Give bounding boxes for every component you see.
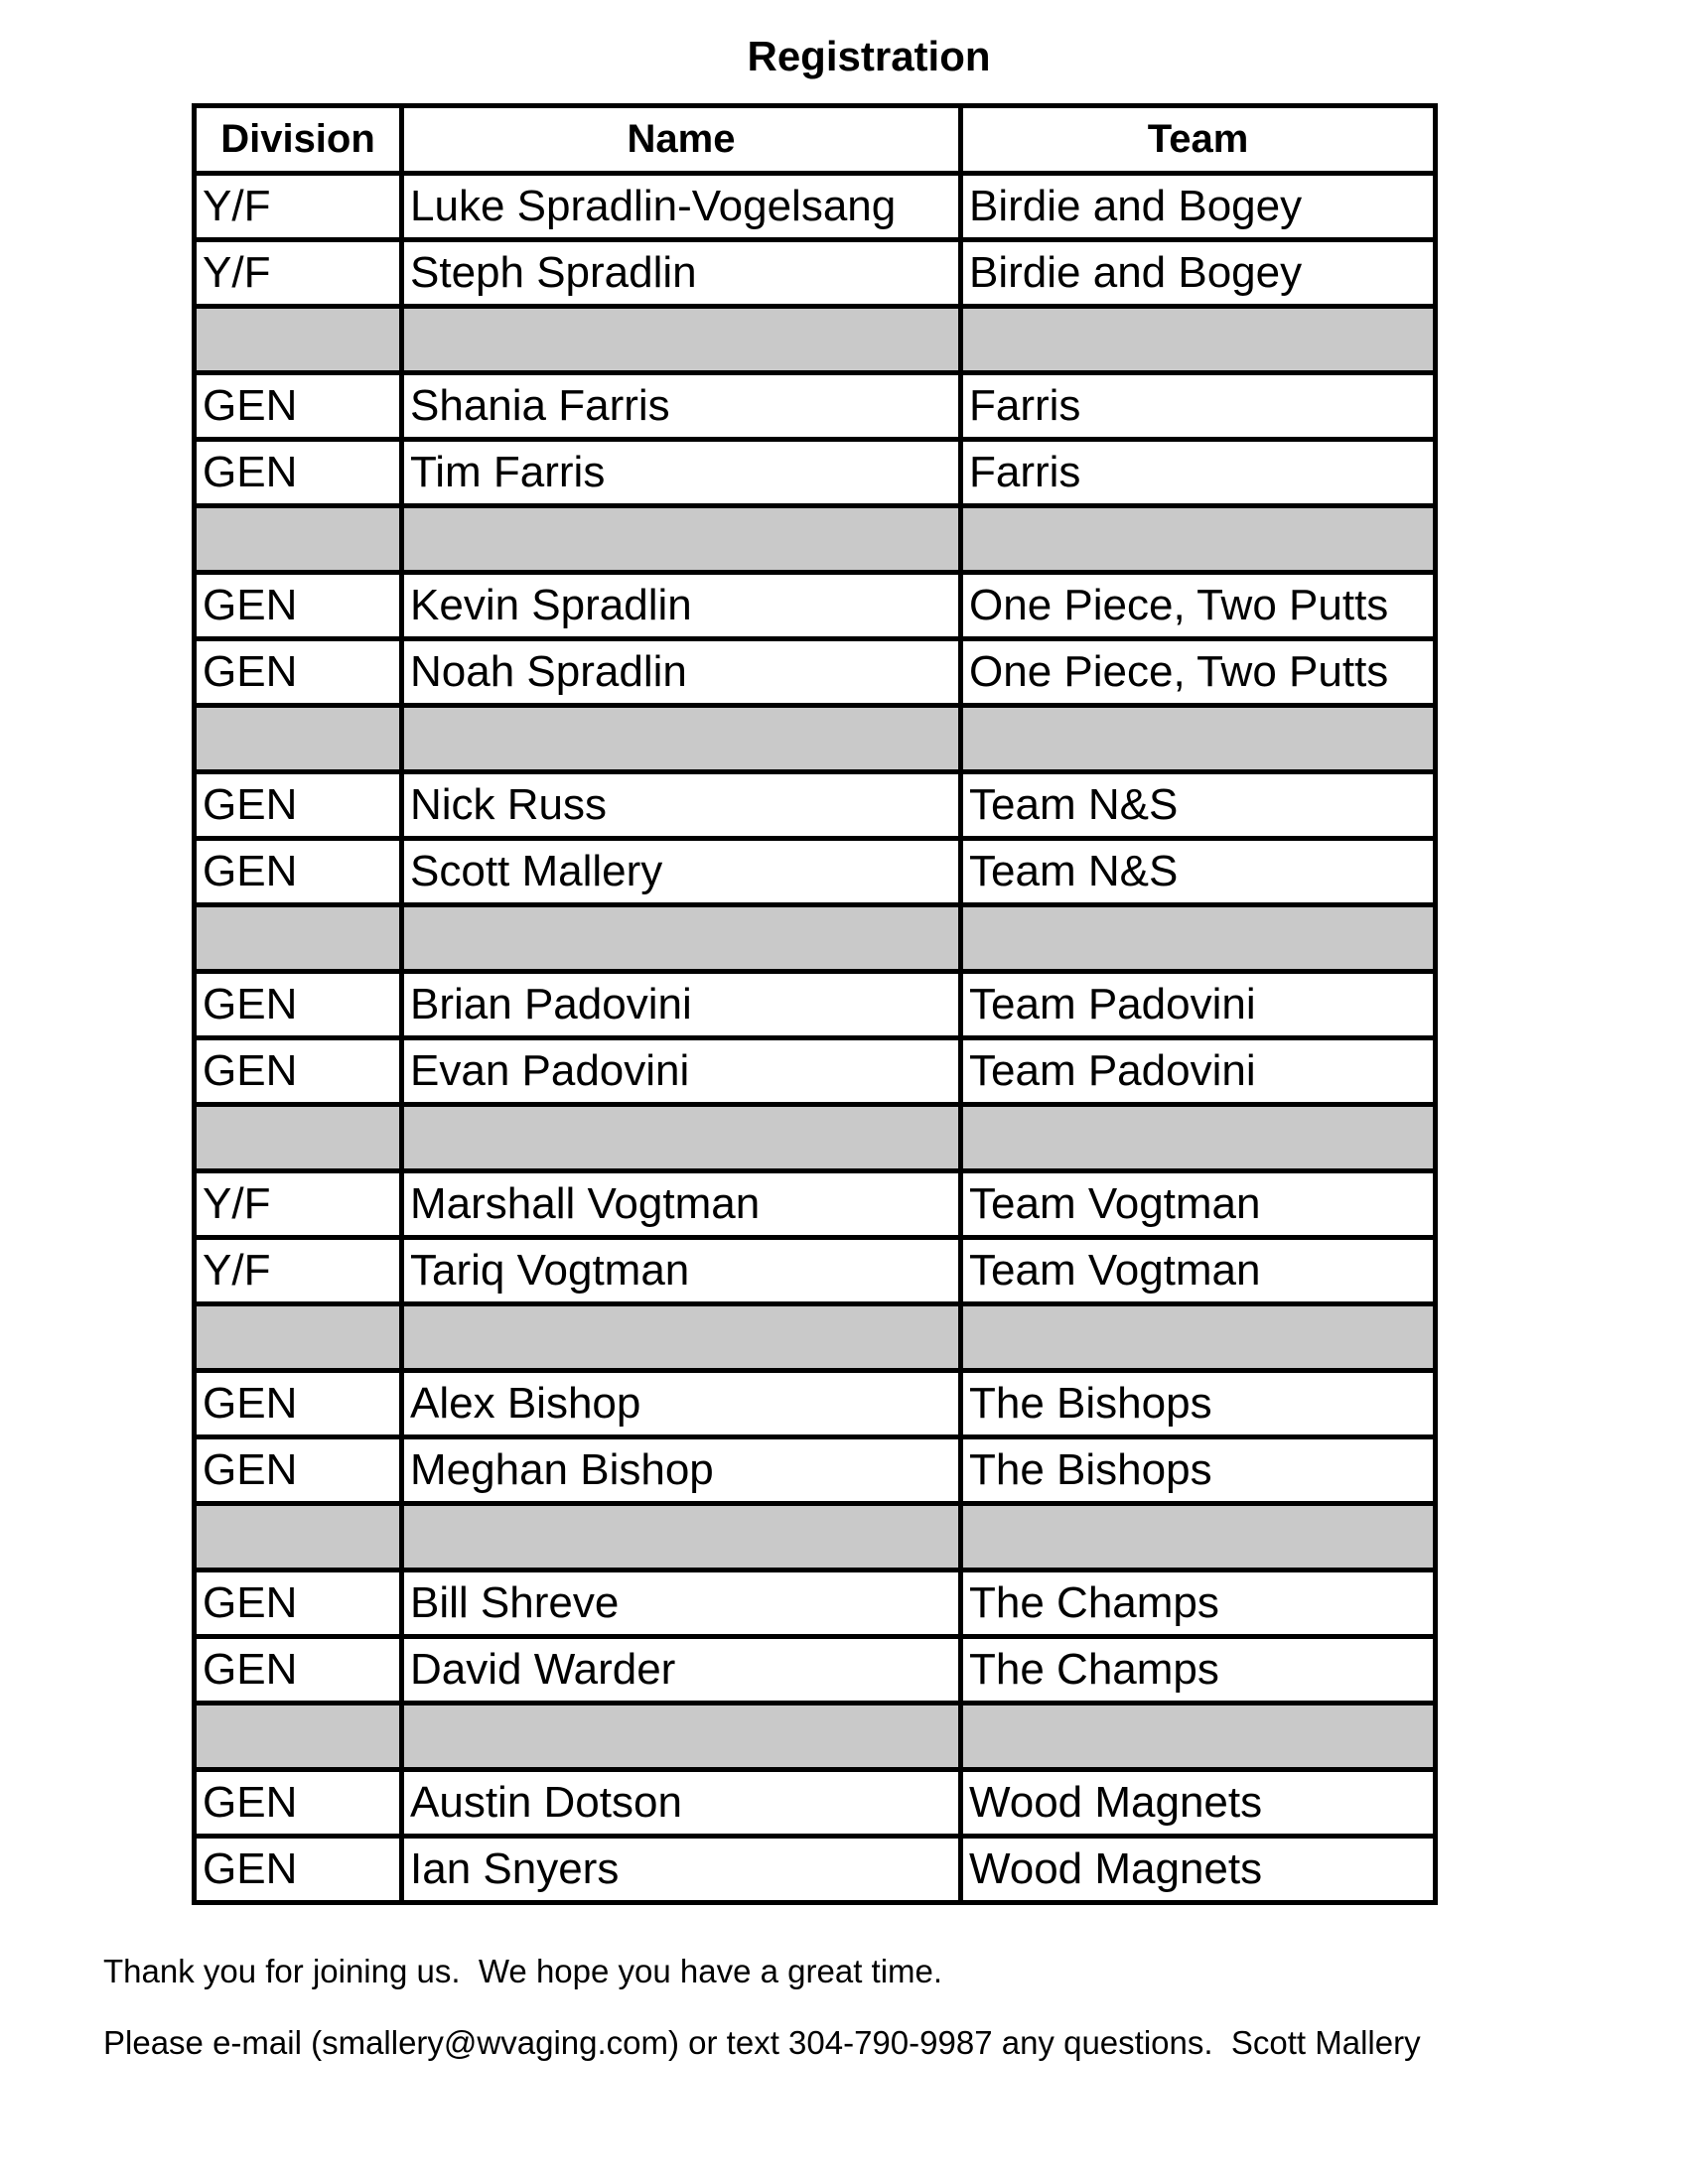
separator-cell (961, 905, 1436, 972)
separator-row (195, 1704, 1436, 1770)
division-cell: Y/F (195, 240, 402, 307)
division-cell: GEN (195, 972, 402, 1038)
name-cell: Tim Farris (402, 440, 961, 506)
division-cell: Y/F (195, 1171, 402, 1238)
team-cell: Team Vogtman (961, 1171, 1436, 1238)
footer-thanks-text: Thank you for joining us. We hope you have a great time. (103, 1953, 943, 1989)
table-row (195, 1437, 1436, 1504)
table-row (195, 1837, 1436, 1903)
name-cell: Brian Padovini (402, 972, 961, 1038)
name-cell: Luke Spradlin-Vogelsang (402, 174, 961, 240)
separator-cell (402, 1704, 961, 1770)
team-cell: The Bishops (961, 1371, 1436, 1437)
division-cell: GEN (195, 440, 402, 506)
table-row (195, 1637, 1436, 1704)
separator-cell (402, 1105, 961, 1171)
team-cell: The Champs (961, 1637, 1436, 1704)
header-row (195, 106, 1436, 174)
division-cell: GEN (195, 772, 402, 839)
header-division: Division (195, 106, 402, 174)
separator-row (195, 1504, 1436, 1570)
table-row (195, 1238, 1436, 1304)
separator-cell (402, 307, 961, 373)
name-cell: Bill Shreve (402, 1570, 961, 1637)
team-cell: Birdie and Bogey (961, 174, 1436, 240)
separator-cell (195, 1105, 402, 1171)
division-cell: GEN (195, 1570, 402, 1637)
division-cell: GEN (195, 373, 402, 440)
separator-cell (195, 307, 402, 373)
separator-cell (195, 1504, 402, 1570)
name-cell: Kevin Spradlin (402, 573, 961, 639)
name-cell: Nick Russ (402, 772, 961, 839)
table-row (195, 1770, 1436, 1837)
division-cell: GEN (195, 573, 402, 639)
table-row (195, 174, 1436, 240)
division-cell: Y/F (195, 174, 402, 240)
team-cell: Farris (961, 373, 1436, 440)
separator-cell (961, 1704, 1436, 1770)
table-row (195, 772, 1436, 839)
division-cell: GEN (195, 639, 402, 706)
table-row (195, 1038, 1436, 1105)
separator-cell (402, 1304, 961, 1371)
division-cell: GEN (195, 1837, 402, 1903)
separator-cell (961, 307, 1436, 373)
name-cell: Evan Padovini (402, 1038, 961, 1105)
separator-cell (961, 1504, 1436, 1570)
separator-row (195, 1105, 1436, 1171)
team-cell: Team N&S (961, 772, 1436, 839)
separator-cell (961, 706, 1436, 772)
separator-cell (961, 1105, 1436, 1171)
separator-cell (195, 1304, 402, 1371)
division-cell: GEN (195, 1770, 402, 1837)
name-cell: Ian Snyers (402, 1837, 961, 1903)
table-row (195, 639, 1436, 706)
separator-row (195, 307, 1436, 373)
division-cell: GEN (195, 1371, 402, 1437)
table-row (195, 1371, 1436, 1437)
team-cell: One Piece, Two Putts (961, 573, 1436, 639)
separator-cell (402, 706, 961, 772)
name-cell: Austin Dotson (402, 1770, 961, 1837)
team-cell: Wood Magnets (961, 1837, 1436, 1903)
name-cell: Alex Bishop (402, 1371, 961, 1437)
team-cell: The Bishops (961, 1437, 1436, 1504)
table-header (195, 106, 1436, 174)
team-cell: The Champs (961, 1570, 1436, 1637)
table-row (195, 1570, 1436, 1637)
separator-cell (195, 905, 402, 972)
team-cell: One Piece, Two Putts (961, 639, 1436, 706)
name-cell: Scott Mallery (402, 839, 961, 905)
table-row (195, 240, 1436, 307)
separator-cell (402, 1504, 961, 1570)
table-row (195, 373, 1436, 440)
separator-cell (961, 1304, 1436, 1371)
name-cell: Tariq Vogtman (402, 1238, 961, 1304)
name-cell: David Warder (402, 1637, 961, 1704)
name-cell: Noah Spradlin (402, 639, 961, 706)
separator-cell (402, 905, 961, 972)
division-cell: Y/F (195, 1238, 402, 1304)
separator-cell (195, 706, 402, 772)
page-title: Registration (747, 33, 991, 79)
table-row (195, 839, 1436, 905)
team-cell: Team Padovini (961, 972, 1436, 1038)
separator-cell (402, 506, 961, 573)
division-cell: GEN (195, 1038, 402, 1105)
name-cell: Shania Farris (402, 373, 961, 440)
header-team: Team (961, 106, 1436, 174)
name-cell: Meghan Bishop (402, 1437, 961, 1504)
header-name: Name (402, 106, 961, 174)
separator-cell (195, 506, 402, 573)
table-row (195, 1171, 1436, 1238)
separator-row (195, 706, 1436, 772)
division-cell: GEN (195, 1637, 402, 1704)
table-row (195, 573, 1436, 639)
separator-row (195, 1304, 1436, 1371)
table-row (195, 972, 1436, 1038)
separator-row (195, 905, 1436, 972)
table-row (195, 440, 1436, 506)
team-cell: Birdie and Bogey (961, 240, 1436, 307)
separator-row (195, 506, 1436, 573)
division-cell: GEN (195, 1437, 402, 1504)
name-cell: Marshall Vogtman (402, 1171, 961, 1238)
footer-contact-text: Please e-mail (smallery@wvaging.com) or text 304-790-9987 any questions. Scott Mallery (103, 2024, 1421, 2061)
team-cell: Team N&S (961, 839, 1436, 905)
registration-table (192, 103, 1438, 1905)
team-cell: Team Vogtman (961, 1238, 1436, 1304)
separator-cell (195, 1704, 402, 1770)
team-cell: Farris (961, 440, 1436, 506)
team-cell: Wood Magnets (961, 1770, 1436, 1837)
separator-cell (961, 506, 1436, 573)
team-cell: Team Padovini (961, 1038, 1436, 1105)
registration-table-body (195, 174, 1436, 1903)
division-cell: GEN (195, 839, 402, 905)
name-cell: Steph Spradlin (402, 240, 961, 307)
